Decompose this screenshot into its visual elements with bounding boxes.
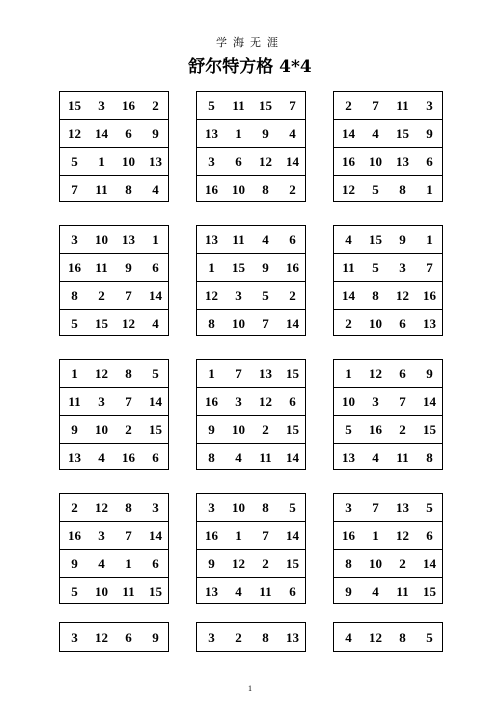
grid-row-divider bbox=[334, 175, 442, 176]
grid-cell: 5 bbox=[426, 630, 433, 645]
grid-cell: 11 bbox=[232, 232, 245, 248]
grid-cell: 3 bbox=[345, 500, 352, 516]
grid-cell: 6 bbox=[289, 232, 296, 248]
grid-cell: 14 bbox=[423, 555, 436, 571]
grid-cell: 14 bbox=[342, 287, 355, 303]
grid-cell: 7 bbox=[71, 181, 78, 197]
grid-cell: 2 bbox=[399, 555, 406, 571]
grid-cell: 12 bbox=[259, 153, 272, 169]
grid-cell: 7 bbox=[372, 500, 379, 516]
grid-cell: 4 bbox=[235, 449, 242, 465]
grid-cell: 1 bbox=[235, 528, 242, 544]
grid-cell: 16 bbox=[68, 528, 81, 544]
grid-row-divider bbox=[197, 119, 305, 120]
grid-row-divider bbox=[60, 443, 168, 444]
grid-cell: 5 bbox=[71, 153, 78, 169]
grid-cell: 4 bbox=[345, 630, 352, 645]
grid-cell: 5 bbox=[208, 98, 215, 114]
grid-cell: 3 bbox=[71, 232, 78, 248]
grid-cell: 7 bbox=[235, 366, 242, 382]
grid-cell: 7 bbox=[372, 98, 379, 114]
grid-cell: 9 bbox=[152, 126, 159, 142]
grid-cell: 10 bbox=[369, 315, 382, 331]
grid-cell: 9 bbox=[426, 126, 433, 142]
grid-cell: 15 bbox=[259, 98, 272, 114]
grid-row-divider bbox=[60, 119, 168, 120]
grid-cell: 16 bbox=[286, 260, 299, 276]
grid-cell: 12 bbox=[95, 630, 108, 645]
grid-cell: 5 bbox=[372, 260, 379, 276]
grid-cell: 12 bbox=[396, 287, 409, 303]
grid-cell: 14 bbox=[95, 126, 108, 142]
grid-row-divider bbox=[334, 253, 442, 254]
grid-cell: 7 bbox=[125, 528, 132, 544]
grid-cell: 4 bbox=[345, 232, 352, 248]
grid-cell: 4 bbox=[372, 583, 379, 599]
grid-cell: 15 bbox=[95, 315, 108, 331]
grid-cell: 11 bbox=[95, 181, 108, 197]
grid-row-divider bbox=[60, 253, 168, 254]
grid-row-divider bbox=[60, 549, 168, 550]
grid-cell: 1 bbox=[345, 366, 352, 382]
grid-cell: 5 bbox=[426, 500, 433, 516]
schulte-grid bbox=[196, 359, 306, 470]
grid-cell: 7 bbox=[399, 394, 406, 410]
grid-cell: 13 bbox=[259, 366, 272, 382]
grid-row-divider bbox=[334, 281, 442, 282]
grid-cell: 14 bbox=[286, 153, 299, 169]
grid-cell: 6 bbox=[289, 394, 296, 410]
grid-row-divider bbox=[334, 443, 442, 444]
grid-cell: 6 bbox=[399, 366, 406, 382]
grid-cell: 14 bbox=[149, 394, 162, 410]
grid-cell: 11 bbox=[95, 260, 108, 276]
grid-cell: 10 bbox=[232, 181, 245, 197]
grid-cell: 10 bbox=[232, 315, 245, 331]
grid-cell: 15 bbox=[423, 583, 436, 599]
schulte-grid-partial bbox=[59, 622, 169, 652]
grid-cell: 16 bbox=[205, 181, 218, 197]
grid-cell: 13 bbox=[342, 449, 355, 465]
grid-cell: 7 bbox=[289, 98, 296, 114]
grid-cell: 13 bbox=[396, 153, 409, 169]
grid-cell: 13 bbox=[205, 126, 218, 142]
grid-cell: 6 bbox=[152, 260, 159, 276]
grid-cell: 14 bbox=[149, 287, 162, 303]
grid-cell: 13 bbox=[205, 583, 218, 599]
grid-cell: 15 bbox=[149, 421, 162, 437]
grid-cell: 9 bbox=[262, 126, 269, 142]
grid-cell: 3 bbox=[372, 394, 379, 410]
grid-cell: 14 bbox=[286, 528, 299, 544]
grid-cell: 12 bbox=[205, 287, 218, 303]
grid-cell: 4 bbox=[235, 583, 242, 599]
grid-cell: 1 bbox=[372, 528, 379, 544]
grid-cell: 4 bbox=[152, 181, 159, 197]
grid-cell: 5 bbox=[289, 500, 296, 516]
grid-cell: 2 bbox=[262, 421, 269, 437]
page-header: 学海无涯 bbox=[216, 36, 284, 49]
grid-cell: 16 bbox=[342, 153, 355, 169]
grid-cell: 9 bbox=[262, 260, 269, 276]
grid-cell: 11 bbox=[259, 449, 272, 465]
grid-cell: 4 bbox=[372, 126, 379, 142]
grid-row-divider bbox=[197, 253, 305, 254]
grid-row-divider bbox=[60, 577, 168, 578]
grid-row-divider bbox=[334, 147, 442, 148]
grid-cell: 8 bbox=[372, 287, 379, 303]
grid-cell: 8 bbox=[262, 630, 269, 645]
grid-cell: 16 bbox=[423, 287, 436, 303]
grid-cell: 3 bbox=[98, 98, 105, 114]
grid-cell: 16 bbox=[122, 98, 135, 114]
grid-cell: 8 bbox=[262, 500, 269, 516]
grid-cell: 3 bbox=[208, 630, 215, 645]
grid-cell: 1 bbox=[426, 232, 433, 248]
grid-row-divider bbox=[334, 521, 442, 522]
grid-cell: 5 bbox=[71, 315, 78, 331]
schulte-grid bbox=[59, 359, 169, 470]
schulte-grid bbox=[333, 225, 443, 336]
grid-cell: 1 bbox=[235, 126, 242, 142]
grid-cell: 5 bbox=[372, 181, 379, 197]
grid-row-divider bbox=[197, 147, 305, 148]
grid-cell: 2 bbox=[345, 98, 352, 114]
grid-cell: 13 bbox=[396, 500, 409, 516]
grid-cell: 4 bbox=[372, 449, 379, 465]
grid-cell: 13 bbox=[122, 232, 135, 248]
grid-cell: 7 bbox=[262, 528, 269, 544]
grid-cell: 8 bbox=[208, 315, 215, 331]
grid-row-divider bbox=[60, 309, 168, 310]
grid-cell: 7 bbox=[125, 394, 132, 410]
schulte-grid bbox=[59, 91, 169, 202]
grid-cell: 2 bbox=[289, 287, 296, 303]
schulte-grid bbox=[59, 225, 169, 336]
grid-cell: 10 bbox=[342, 394, 355, 410]
grid-row-divider bbox=[197, 281, 305, 282]
grid-cell: 11 bbox=[396, 98, 409, 114]
grid-cell: 13 bbox=[423, 315, 436, 331]
grid-cell: 12 bbox=[369, 630, 382, 645]
grid-cell: 3 bbox=[98, 394, 105, 410]
grid-cell: 2 bbox=[345, 315, 352, 331]
grid-cell: 5 bbox=[345, 421, 352, 437]
grid-cell: 3 bbox=[98, 528, 105, 544]
grid-cell: 15 bbox=[68, 98, 81, 114]
grid-row-divider bbox=[197, 415, 305, 416]
grid-row-divider bbox=[334, 387, 442, 388]
grid-cell: 1 bbox=[208, 366, 215, 382]
grid-cell: 7 bbox=[426, 260, 433, 276]
grid-cell: 10 bbox=[122, 153, 135, 169]
grid-cell: 9 bbox=[208, 421, 215, 437]
grid-row-divider bbox=[334, 577, 442, 578]
schulte-grid bbox=[333, 493, 443, 604]
grid-cell: 4 bbox=[98, 449, 105, 465]
grid-cell: 16 bbox=[68, 260, 81, 276]
grid-cell: 10 bbox=[95, 232, 108, 248]
grid-row-divider bbox=[334, 415, 442, 416]
grid-cell: 8 bbox=[426, 449, 433, 465]
grid-cell: 3 bbox=[399, 260, 406, 276]
grid-cell: 12 bbox=[95, 366, 108, 382]
grid-cell: 1 bbox=[71, 366, 78, 382]
grid-cell: 10 bbox=[369, 555, 382, 571]
grid-row-divider bbox=[197, 549, 305, 550]
grid-cell: 1 bbox=[125, 555, 132, 571]
grid-cell: 12 bbox=[342, 181, 355, 197]
grid-cell: 5 bbox=[152, 366, 159, 382]
grid-cell: 10 bbox=[369, 153, 382, 169]
grid-cell: 6 bbox=[289, 583, 296, 599]
grid-cell: 11 bbox=[396, 449, 409, 465]
grid-cell: 2 bbox=[98, 287, 105, 303]
grid-cell: 11 bbox=[122, 583, 135, 599]
grid-cell: 2 bbox=[152, 98, 159, 114]
grid-cell: 16 bbox=[342, 528, 355, 544]
grid-cell: 2 bbox=[289, 181, 296, 197]
grid-cell: 15 bbox=[286, 421, 299, 437]
grid-row-divider bbox=[197, 443, 305, 444]
schulte-grid-partial bbox=[196, 622, 306, 652]
schulte-grid bbox=[59, 493, 169, 604]
schulte-grid-partial bbox=[333, 622, 443, 652]
grid-cell: 16 bbox=[369, 421, 382, 437]
grid-cell: 8 bbox=[125, 500, 132, 516]
grid-cell: 1 bbox=[98, 153, 105, 169]
grid-cell: 3 bbox=[235, 287, 242, 303]
grid-cell: 10 bbox=[232, 500, 245, 516]
grid-cell: 11 bbox=[232, 98, 245, 114]
grid-cell: 12 bbox=[232, 555, 245, 571]
grid-row-divider bbox=[334, 549, 442, 550]
grid-cell: 3 bbox=[208, 153, 215, 169]
grid-cell: 2 bbox=[235, 630, 242, 645]
grid-cell: 1 bbox=[208, 260, 215, 276]
grid-cell: 4 bbox=[262, 232, 269, 248]
grid-row-divider bbox=[60, 175, 168, 176]
grid-cell: 8 bbox=[399, 630, 406, 645]
grid-cell: 11 bbox=[396, 583, 409, 599]
grid-cell: 14 bbox=[286, 449, 299, 465]
grid-cell: 5 bbox=[71, 583, 78, 599]
grid-cell: 13 bbox=[68, 449, 81, 465]
grid-cell: 2 bbox=[262, 555, 269, 571]
grid-cell: 14 bbox=[286, 315, 299, 331]
grid-row-divider bbox=[60, 415, 168, 416]
grid-row-divider bbox=[197, 387, 305, 388]
grid-cell: 10 bbox=[95, 421, 108, 437]
grid-cell: 15 bbox=[396, 126, 409, 142]
grid-cell: 3 bbox=[152, 500, 159, 516]
grid-cell: 11 bbox=[259, 583, 272, 599]
grid-cell: 6 bbox=[399, 315, 406, 331]
grid-cell: 14 bbox=[149, 528, 162, 544]
grid-cell: 8 bbox=[399, 181, 406, 197]
grid-row-divider bbox=[197, 309, 305, 310]
grid-cell: 13 bbox=[205, 232, 218, 248]
grid-cell: 16 bbox=[205, 528, 218, 544]
grid-cell: 8 bbox=[125, 181, 132, 197]
grid-row-divider bbox=[60, 281, 168, 282]
grid-cell: 8 bbox=[345, 555, 352, 571]
grid-row-divider bbox=[60, 521, 168, 522]
schulte-grid bbox=[196, 225, 306, 336]
grid-cell: 6 bbox=[125, 126, 132, 142]
grid-cell: 8 bbox=[125, 366, 132, 382]
grid-cell: 4 bbox=[289, 126, 296, 142]
grid-cell: 15 bbox=[423, 421, 436, 437]
grid-cell: 6 bbox=[152, 449, 159, 465]
grid-cell: 9 bbox=[152, 630, 159, 645]
grid-cell: 8 bbox=[262, 181, 269, 197]
grid-row-divider bbox=[197, 175, 305, 176]
grid-cell: 9 bbox=[399, 232, 406, 248]
grid-cell: 4 bbox=[98, 555, 105, 571]
grid-cell: 9 bbox=[71, 555, 78, 571]
grid-cell: 3 bbox=[235, 394, 242, 410]
grid-cell: 12 bbox=[122, 315, 135, 331]
grid-cell: 1 bbox=[426, 181, 433, 197]
grid-cell: 6 bbox=[152, 555, 159, 571]
grid-cell: 12 bbox=[259, 394, 272, 410]
page-title: 舒尔特方格 4*4 bbox=[188, 57, 312, 77]
grid-cell: 9 bbox=[71, 421, 78, 437]
grid-cell: 15 bbox=[286, 366, 299, 382]
grid-cell: 15 bbox=[286, 555, 299, 571]
grid-row-divider bbox=[334, 119, 442, 120]
grid-cell: 6 bbox=[426, 153, 433, 169]
grid-cell: 4 bbox=[152, 315, 159, 331]
grid-cell: 12 bbox=[95, 500, 108, 516]
grid-cell: 15 bbox=[149, 583, 162, 599]
grid-cell: 15 bbox=[232, 260, 245, 276]
grid-row-divider bbox=[60, 387, 168, 388]
grid-cell: 10 bbox=[232, 421, 245, 437]
grid-row-divider bbox=[60, 147, 168, 148]
grid-cell: 15 bbox=[369, 232, 382, 248]
grid-cell: 2 bbox=[399, 421, 406, 437]
grid-cell: 12 bbox=[396, 528, 409, 544]
grid-cell: 1 bbox=[152, 232, 159, 248]
grid-cell: 16 bbox=[205, 394, 218, 410]
grid-cell: 9 bbox=[345, 583, 352, 599]
grid-cell: 8 bbox=[71, 287, 78, 303]
grid-cell: 14 bbox=[423, 394, 436, 410]
grid-cell: 10 bbox=[95, 583, 108, 599]
grid-cell: 12 bbox=[68, 126, 81, 142]
grid-cell: 6 bbox=[235, 153, 242, 169]
grid-cell: 11 bbox=[342, 260, 355, 276]
grid-row-divider bbox=[334, 309, 442, 310]
grid-cell: 7 bbox=[262, 315, 269, 331]
grid-cell: 9 bbox=[208, 555, 215, 571]
grid-cell: 9 bbox=[125, 260, 132, 276]
grid-cell: 8 bbox=[208, 449, 215, 465]
grid-cell: 11 bbox=[68, 394, 81, 410]
grid-cell: 3 bbox=[426, 98, 433, 114]
grid-cell: 2 bbox=[71, 500, 78, 516]
grid-cell: 2 bbox=[125, 421, 132, 437]
grid-cell: 14 bbox=[342, 126, 355, 142]
schulte-grid bbox=[196, 91, 306, 202]
grid-cell: 3 bbox=[208, 500, 215, 516]
grid-cell: 13 bbox=[286, 630, 299, 645]
grid-cell: 16 bbox=[122, 449, 135, 465]
grid-cell: 3 bbox=[71, 630, 78, 645]
schulte-grid bbox=[333, 91, 443, 202]
grid-row-divider bbox=[197, 577, 305, 578]
page-number: 1 bbox=[248, 684, 252, 693]
grid-cell: 5 bbox=[262, 287, 269, 303]
grid-cell: 12 bbox=[369, 366, 382, 382]
grid-row-divider bbox=[197, 521, 305, 522]
grid-cell: 6 bbox=[125, 630, 132, 645]
schulte-grid bbox=[196, 493, 306, 604]
grid-cell: 6 bbox=[426, 528, 433, 544]
grid-cell: 9 bbox=[426, 366, 433, 382]
grid-cell: 13 bbox=[149, 153, 162, 169]
grid-cell: 7 bbox=[125, 287, 132, 303]
schulte-grid bbox=[333, 359, 443, 470]
